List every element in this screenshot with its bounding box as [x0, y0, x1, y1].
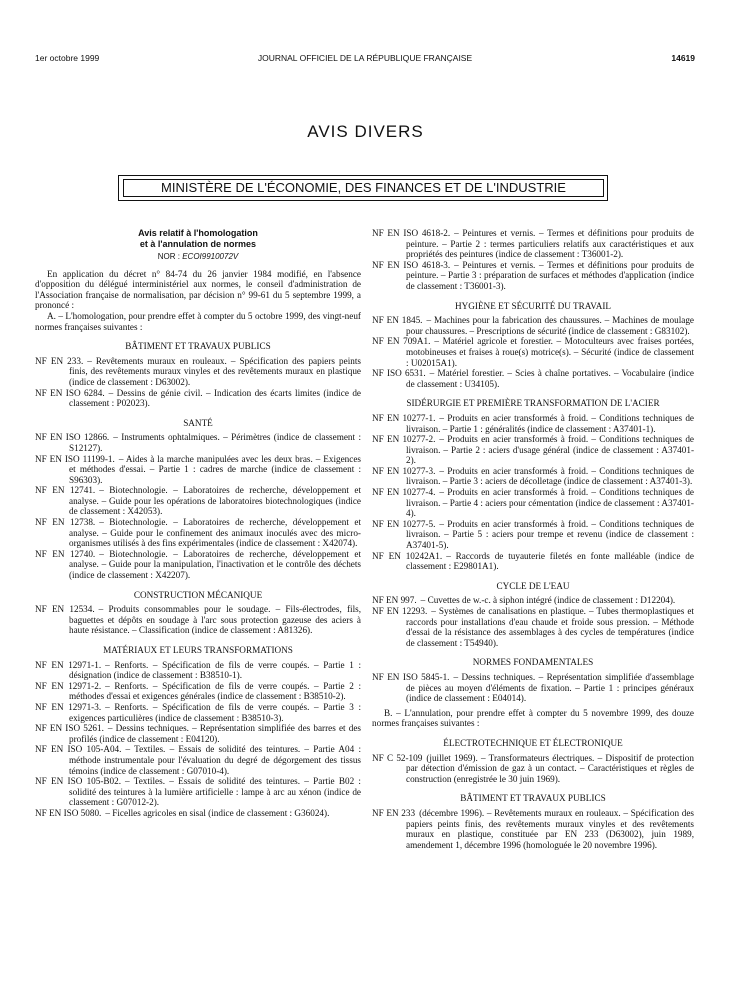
norm-reference: NF EN 12971-3.: [35, 701, 102, 712]
norm-description: – Produits en acier transformés à froid. – Conditions techniques de livraison. – Partie 4 : aciers pour cémentation (indice de classement : A37401-4).: [406, 487, 694, 519]
norm-reference: NF EN ISO 105-B02.: [35, 776, 122, 787]
norm-reference: NF EN ISO 12866.: [35, 432, 110, 443]
left-sections: [35, 341, 361, 818]
norm-entry: [35, 660, 361, 681]
norm-reference: NF EN 10242A1.: [372, 550, 443, 561]
avis-heading-2: et à l'annulation de normes: [139, 238, 257, 249]
norm-entry: [372, 368, 694, 389]
norm-description: – Produits en acier transformés à froid. – Conditions techniques de livraison. – Partie 2 : aciers d'usage général (indice de classement : A37401-2).: [406, 434, 694, 466]
norm-description: – Matériel forestier. – Scies à chaîne portatives. – Vocabulaire (indice de classement : U34105).: [406, 368, 694, 389]
norm-reference: NF EN 12738.: [35, 517, 96, 528]
norm-entry: [35, 454, 361, 486]
norm-entry: [35, 702, 361, 723]
section-heading: ÉLECTROTECHNIQUE ET ÉLECTRONIQUE: [443, 737, 623, 748]
section-heading: NORMES FONDAMENTALES: [472, 657, 594, 668]
norm-entry: [372, 672, 694, 704]
header-journal-title: JOURNAL OFFICIEL DE LA RÉPUBLIQUE FRANÇAISE: [257, 53, 473, 63]
norm-description: – Ficelles agricoles en sisal (indice de classement : G36024).: [105, 807, 330, 818]
page-header: [35, 53, 695, 65]
norm-entry: [372, 260, 694, 292]
norm-description: – Produits en acier transformés à froid. – Conditions techniques de livraison. – Partie 5 : aciers pour trempe et revenu (indice de classement : A37401-5).: [406, 518, 694, 551]
norm-entry: [372, 228, 694, 260]
norm-entry: [35, 723, 361, 744]
norm-entry: [35, 388, 361, 409]
norm-reference: NF EN 12534.: [35, 604, 95, 615]
norm-entry: [372, 606, 694, 648]
norm-description: – Produits consommables pour le soudage. – Fils-électrodes, fils, baguettes et dépôts en soudage à l'arc sous protection gazeuse des aciers à haute résistance. – Classification (indice de classement : A81326).: [69, 604, 361, 636]
norm-entry: [372, 466, 694, 487]
norm-reference: NF EN ISO 5261.: [35, 723, 104, 734]
norm-description: – Produits en acier transformés à froid. – Conditions techniques de livraison. – Partie 3 : aciers de décolletage (indice de classement : A37401-3).: [406, 465, 694, 487]
norm-reference: NF EN ISO 11199-1.: [35, 453, 115, 464]
norm-description: – Dessins techniques. – Représentation simplifiée des barres et des profilés (indice de classement : E04120).: [69, 723, 361, 744]
part-a-paragraph: A. – L'homologation, pour prendre effet à compter du 5 octobre 1999, des vingt-neuf normes françaises suivantes :: [35, 310, 361, 332]
ministry-heading: MINISTÈRE DE L'ÉCONOMIE, DES FINANCES ET DE L'INDUSTRIE: [123, 179, 604, 197]
norm-entry: [35, 517, 361, 549]
norm-entry: [372, 434, 694, 466]
norm-reference: NF EN 10277-1.: [372, 412, 436, 423]
section-heading: CONSTRUCTION MÉCANIQUE: [133, 589, 263, 600]
nor-label: NOR :: [157, 252, 180, 261]
nor-code: ECOI9910072V: [182, 252, 239, 261]
norm-reference: NF EN ISO 5080.: [35, 807, 102, 818]
norm-description: – Renforts. – Spécification de fils de verre coupés. – Partie 2 : méthodes d'essai et exigences générales (indice de classement : B38510-2).: [69, 680, 361, 702]
norm-description: – Aides à la marche manipulées avec les deux bras. – Exigences et méthodes d'essai. – Partie 1 : cadres de marche (indice de classement : S96303).: [69, 453, 361, 485]
section-heading: SANTÉ: [183, 417, 213, 428]
norm-description: – Revêtements muraux en rouleaux. – Spécification des papiers peints finis, des revêtements muraux vinyles et des revêtements muraux en plastique (indice de classement : D63002).: [69, 355, 362, 387]
norm-reference: NF EN ISO 5845-1.: [372, 671, 450, 682]
norm-description: – Textiles. – Essais de solidité des teintures. – Partie B02 : solidité des teintures à la lumière artificielle : lampe à arc au xénon (indice de classement : G07012-2).: [69, 776, 361, 808]
right-column: [372, 228, 694, 850]
norm-reference: NF EN 12971-1.: [35, 659, 102, 670]
section-heading: MATÉRIAUX ET LEURS TRANSFORMATIONS: [103, 645, 293, 655]
norm-description: – Matériel agricole et forestier. – Motoculteurs avec fraises portées, motobineuses et fraises à roue(s) motrice(s). – Sécurité (indice de classement : U02015A1).: [406, 336, 694, 368]
norm-entry: [35, 776, 361, 808]
norm-reference: NF EN 12293.: [372, 606, 428, 616]
norm-entry: [35, 744, 361, 776]
norm-entry: [372, 595, 694, 606]
norm-reference: NF EN 709A1.: [372, 336, 431, 347]
section-heading: BÂTIMENT ET TRAVAUX PUBLICS: [460, 793, 606, 804]
norm-entry: [372, 487, 694, 519]
norm-description: (juillet 1969). – Transformateurs électriques. – Dispositif de protection par détection d'émission de gaz à un contact. – Caractéristiques et règles de construction (enregistrée le 30 juin 1969).: [406, 752, 694, 784]
norm-description: – Cuvettes de w.-c. à siphon intégré (indice de classement : D12204).: [420, 595, 676, 606]
intro-paragraph: En application du décret n° 84-74 du 26 janvier 1984 modifié, en l'absence d'opposition du délégué interministériel aux normes, le conseil d'administration de l'Association française de normalisation, par décision n° 99-61 du 5 septembre 1999, a prononcé :: [35, 268, 361, 311]
norm-reference: NF EN 12971-2.: [35, 680, 102, 691]
norm-entry: [372, 315, 694, 336]
norm-description: – Instruments ophtalmiques. – Périmètres (indice de classement : S12127).: [69, 432, 361, 453]
norm-description: – Renforts. – Spécification de fils de verre coupés. – Partie 3 : exigences particulières (indice de classement : B38510-3).: [69, 701, 361, 723]
norm-description: – Systèmes de canalisations en plastique. – Tubes thermoplastiques et raccords pour installations d'eau chaude et froide sous pression. – Méthode d'essai de la résistance des assemblages à des cycles de températures (indice de classement : T54940).: [406, 606, 694, 648]
header-date: 1er octobre 1999: [35, 53, 100, 63]
norm-description: – Peintures et vernis. – Termes et définitions pour produits de peinture. – Partie 2 : termes particuliers relatifs aux caractéristiques et aux propriétés des peintures (indice de classement : T36001-2).: [406, 228, 694, 260]
right-top-entries: [372, 228, 694, 292]
section-heading: BÂTIMENT ET TRAVAUX PUBLICS: [125, 341, 271, 352]
norm-description: (décembre 1996). – Revêtements muraux en rouleaux. – Spécification des papiers peints finis, des revêtements muraux vinyles et des revêtements muraux en plastique, constituée par EN 233 (D63002), juin 1989, amendement 1, décembre 1996 (homologuée le 20 novembre 1996).: [406, 807, 694, 850]
header-page-number: 14619: [671, 53, 695, 63]
nor-reference: [35, 252, 361, 263]
norm-reference: NF EN ISO 4618-2.: [372, 228, 451, 238]
norm-reference: NF EN 1845.: [372, 315, 423, 326]
norm-entry: [35, 549, 361, 581]
norm-entry: [372, 336, 694, 368]
norm-reference: NF EN ISO 6284.: [35, 387, 105, 398]
norm-reference: NF EN 10277-4.: [372, 487, 436, 498]
right-sections: [372, 301, 694, 704]
norm-entry: [372, 519, 694, 551]
norm-reference: NF EN 233.: [35, 355, 84, 366]
norm-entry: [372, 413, 694, 434]
norm-entry: [35, 356, 361, 388]
norm-entry: [35, 604, 361, 636]
section-heading: SIDÉRURGIE ET PREMIÈRE TRANSFORMATION DE L'ACIER: [406, 398, 660, 409]
norm-reference: NF EN 10277-5.: [372, 518, 436, 529]
norm-entry: [372, 551, 694, 572]
norm-reference: NF ISO 6531.: [372, 368, 426, 379]
section-heading: HYGIÈNE ET SÉCURITÉ DU TRAVAIL: [454, 300, 611, 311]
norm-reference: NF EN ISO 4618-3.: [372, 259, 451, 270]
norm-entry: [35, 432, 361, 453]
norm-entry: [35, 808, 361, 819]
section-heading: CYCLE DE L'EAU: [496, 580, 570, 591]
norm-reference: NF EN 10277-3.: [372, 465, 436, 476]
norm-reference: NF EN 233: [372, 807, 416, 818]
norm-description: – Dessins techniques. – Représentation simplifiée d'assemblage de pièces au moyen d'éléments de fixation. – Partie 1 : principes généraux (indice de classement : E04014).: [406, 671, 694, 704]
norm-description: – Biotechnologie. – Laboratoires de recherche, développement et analyse. – Guide pour la manipulation, l'inactivation et le contrôle des déchets (indice de classement : X42207).: [69, 548, 362, 581]
norm-description: – Biotechnologie. – Laboratoires de recherche, développement et analyse. – Guide pour le confinement des animaux inoculés avec des micro-organismes utilisés à des fins expérimentales (indice de classement : X42074).: [69, 517, 362, 549]
norm-reference: NF C 52-109: [372, 752, 423, 763]
avis-heading-1: Avis relatif à l'homologation: [138, 228, 258, 238]
norm-reference: NF EN 10277-2.: [372, 434, 436, 445]
norm-description: – Biotechnologie. – Laboratoires de recherche, développement et analyse. – Guide pour les opérations de laboratoires biotechnologiques (indice de classement : X42053).: [69, 485, 362, 517]
norm-entry: [35, 681, 361, 702]
part-b-paragraph: B. – L'annulation, pour prendre effet à compter du 5 novembre 1999, des douze normes françaises suivantes :: [372, 707, 694, 729]
right-sections-b: [372, 738, 694, 850]
norm-description: – Renforts. – Spécification de fils de verre coupés. – Partie 1 : désignation (indice de classement : B38510-1).: [69, 659, 361, 681]
norm-reference: NF EN 12740.: [35, 548, 96, 559]
norm-reference: NF EN 12741.: [35, 485, 96, 496]
norm-entry: [35, 485, 361, 517]
norm-reference: NF EN ISO 105-A04.: [35, 744, 122, 755]
norm-reference: NF EN 997.: [372, 595, 417, 606]
page-title: AVIS DIVERS: [307, 122, 424, 141]
left-column: [35, 228, 361, 819]
norm-description: – Raccords de tuyauterie filetés en fonte malléable (indice de classement : E29801A1).: [406, 550, 694, 572]
norm-description: – Produits en acier transformés à froid. – Conditions techniques de livraison. – Partie 1 : généralités (indice de classement : A37401-1).: [406, 412, 694, 434]
norm-description: – Machines pour la fabrication des chaussures. – Machines de moulage pour chaussures. – Prescriptions de sécurité (indice de classement : G83102).: [406, 315, 694, 336]
norm-description: – Textiles. – Essais de solidité des teintures. – Partie A04 : méthode instrumentale pour l'évaluation du degré de dégorgement des tissus témoins (indice de classement : G07010-4).: [69, 744, 361, 776]
norm-description: – Dessins de génie civil. – Indication des écarts limites (indice de classement : P02023).: [69, 387, 361, 409]
norm-entry: [372, 808, 694, 850]
norm-description: – Peintures et vernis. – Termes et définitions pour produits de peinture. – Partie 3 : préparation de surfaces et méthodes d'application (indice de classement : T36001-3).: [406, 259, 694, 291]
norm-entry: [372, 753, 694, 785]
